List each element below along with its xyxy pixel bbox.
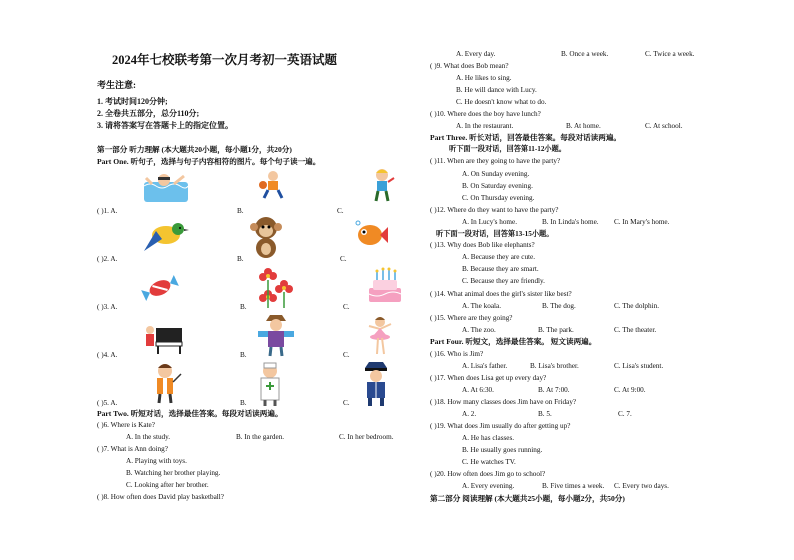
notice-title: 考生注意: (97, 80, 136, 90)
conductor-icon (148, 362, 182, 404)
q3-option-c: C. (343, 303, 350, 311)
q17-option-c: C. At 9:00. (614, 386, 646, 394)
q9-option-a: A. He likes to sing. (456, 74, 512, 82)
ballerina-icon (365, 316, 395, 356)
exam-title: 2024年七校联考第一次月考初一英语试题 (112, 53, 338, 67)
q12-option-b: B. In Linda's home. (542, 218, 599, 226)
q20-option-c: C. Every two days. (614, 482, 669, 490)
notice-line-1: 1. 考试时间120分钟; (97, 97, 168, 106)
q8-option-c: C. Twice a week. (645, 50, 695, 58)
q13-option-b: B. Because they are smart. (462, 265, 539, 273)
notice-line-2: 2. 全卷共五部分，总分110分; (97, 109, 200, 118)
q1-number: ( )1. A. (97, 207, 118, 215)
part-three-sub-2: 听下面一段对话，回答第13-15小题。 (436, 230, 554, 238)
bird-icon (140, 217, 190, 255)
doctor-icon (253, 362, 287, 406)
q10-option-b: B. At home. (566, 122, 601, 130)
q19-option-b: B. He usually goes running. (462, 446, 543, 454)
notice-line-3: 3. 请将答案写在答题卡上的指定位置。 (97, 121, 233, 130)
q19-option-a: A. He has classes. (462, 434, 515, 442)
q14-option-c: C. The dolphin. (614, 302, 659, 310)
q16-option-b: B. Lisa's brother. (530, 362, 579, 370)
q20-question: ( )20. How often does Jim go to school? (430, 470, 546, 478)
part-one-heading: Part One. 听句子，选择与句子内容相符的图片。每个句子读一遍。 (97, 157, 321, 166)
q10-option-a: A. In the restaurant. (456, 122, 514, 130)
q11-option-c: C. On Thursday evening. (462, 194, 535, 202)
q1-option-b: B. (237, 207, 244, 215)
policeman-icon (361, 360, 391, 406)
basketball-boy-icon (258, 170, 288, 200)
fish-icon (354, 219, 388, 251)
piano-girl-icon (142, 320, 184, 354)
q2-option-c: C. (340, 255, 347, 263)
q11-question: ( )11. When are they going to have the party? (430, 157, 561, 165)
q17-option-b: B. At 7:00. (538, 386, 570, 394)
q8-question: ( )8. How often does David play basketball? (97, 493, 224, 501)
q7-option-c: C. Looking after her brother. (126, 481, 209, 489)
q9-question: ( )9. What does Bob mean? (430, 62, 509, 70)
q18-option-c: C. 7. (618, 410, 632, 418)
q5-option-c: C. (343, 399, 350, 407)
q15-option-c: C. The theater. (614, 326, 657, 334)
q2-number: ( )2. A. (97, 255, 118, 263)
q18-option-b: B. 5. (538, 410, 552, 418)
q13-option-c: C. Because they are friendly. (462, 277, 545, 285)
q5-option-b: B. (240, 399, 247, 407)
scarecrow-icon (256, 313, 296, 357)
part2-heading: 第二部分 阅读理解 (本大题共25小题，每小题2分，共50分) (430, 494, 625, 503)
q13-question: ( )13. Why does Bob like elephants? (430, 241, 535, 249)
q16-option-c: C. Lisa's student. (614, 362, 664, 370)
q16-option-a: A. Lisa's father. (462, 362, 508, 370)
q11-option-b: B. On Saturday evening. (462, 182, 533, 190)
monkey-icon (246, 215, 286, 259)
q3-option-b: B. (240, 303, 247, 311)
candy-icon (140, 270, 180, 306)
q19-option-c: C. He watches TV. (462, 458, 516, 466)
q15-question: ( )15. Where are they going? (430, 314, 513, 322)
part-three-heading: Part Three. 听长对话，回答最佳答案。每段对话读两遍。 (430, 133, 622, 142)
q6-option-b: B. In the garden. (236, 433, 285, 441)
q12-question: ( )12. Where do they want to have the party? (430, 206, 559, 214)
q7-question: ( )7. What is Ann doing? (97, 445, 168, 453)
q18-option-a: A. 2. (462, 410, 477, 418)
q13-option-a: A. Because they are cute. (462, 253, 536, 261)
q6-option-a: A. In the study. (126, 433, 171, 441)
q2-option-b: B. (237, 255, 244, 263)
q12-option-a: A. In Lucy's home. (462, 218, 517, 226)
q8-option-a: A. Every day. (456, 50, 496, 58)
q8-option-b: B. Once a week. (561, 50, 609, 58)
q1-option-c: C. (337, 207, 344, 215)
q17-option-a: A. At 6:30. (462, 386, 494, 394)
q16-question: ( )16. Who is Jim? (430, 350, 484, 358)
q19-question: ( )19. What does Jim usually do after getting up? (430, 422, 571, 430)
q11-option-a: A. On Sunday evening. (462, 170, 530, 178)
q10-question: ( )10. Where does the boy have lunch? (430, 110, 541, 118)
boy-with-flag-icon (368, 168, 396, 202)
q6-option-c: C. In her bedroom. (339, 433, 394, 441)
q3-number: ( )3. A. (97, 303, 118, 311)
q20-option-b: B. Five times a week. (542, 482, 605, 490)
q18-question: ( )18. How many classes does Jim have on Friday? (430, 398, 577, 406)
q15-option-a: A. The zoo. (462, 326, 496, 334)
part-four-heading: Part Four. 听短文，选择最佳答案。 短文读两遍。 (430, 337, 597, 346)
q10-option-c: C. At school. (645, 122, 683, 130)
q14-question: ( )14. What animal does the girl's sister like best? (430, 290, 572, 298)
q4-number: ( )4. A. (97, 351, 118, 359)
q5-number: ( )5. A. (97, 399, 118, 407)
part1-heading: 第一部分 听力理解 (本大题共20小题，每小题1分，共20分) (97, 145, 292, 154)
part-three-sub: 听下面一段对话，回答第11-12小题。 (449, 145, 566, 153)
flowers-icon (256, 266, 296, 308)
q7-option-b: B. Watching her brother playing. (126, 469, 221, 477)
q9-option-b: B. He will dance with Lucy. (456, 86, 537, 94)
q20-option-a: A. Every evening. (462, 482, 515, 490)
q14-option-a: A. The koala. (462, 302, 501, 310)
q4-option-c: C. (343, 351, 350, 359)
q14-option-b: B. The dog. (542, 302, 576, 310)
swimming-boy-icon (144, 168, 188, 202)
q7-option-a: A. Playing with toys. (126, 457, 187, 465)
q4-option-b: B. (240, 351, 247, 359)
birthday-cake-icon (365, 266, 405, 306)
q6-question: ( )6. Where is Kate? (97, 421, 155, 429)
q9-option-c: C. He doesn't know what to do. (456, 98, 547, 106)
q15-option-b: B. The park. (538, 326, 574, 334)
q17-question: ( )17. When does Lisa get up every day? (430, 374, 547, 382)
part-two-heading: Part Two. 听短对话，选择最佳答案。每段对话读两遍。 (97, 409, 283, 418)
q12-option-c: C. In Mary's home. (614, 218, 670, 226)
